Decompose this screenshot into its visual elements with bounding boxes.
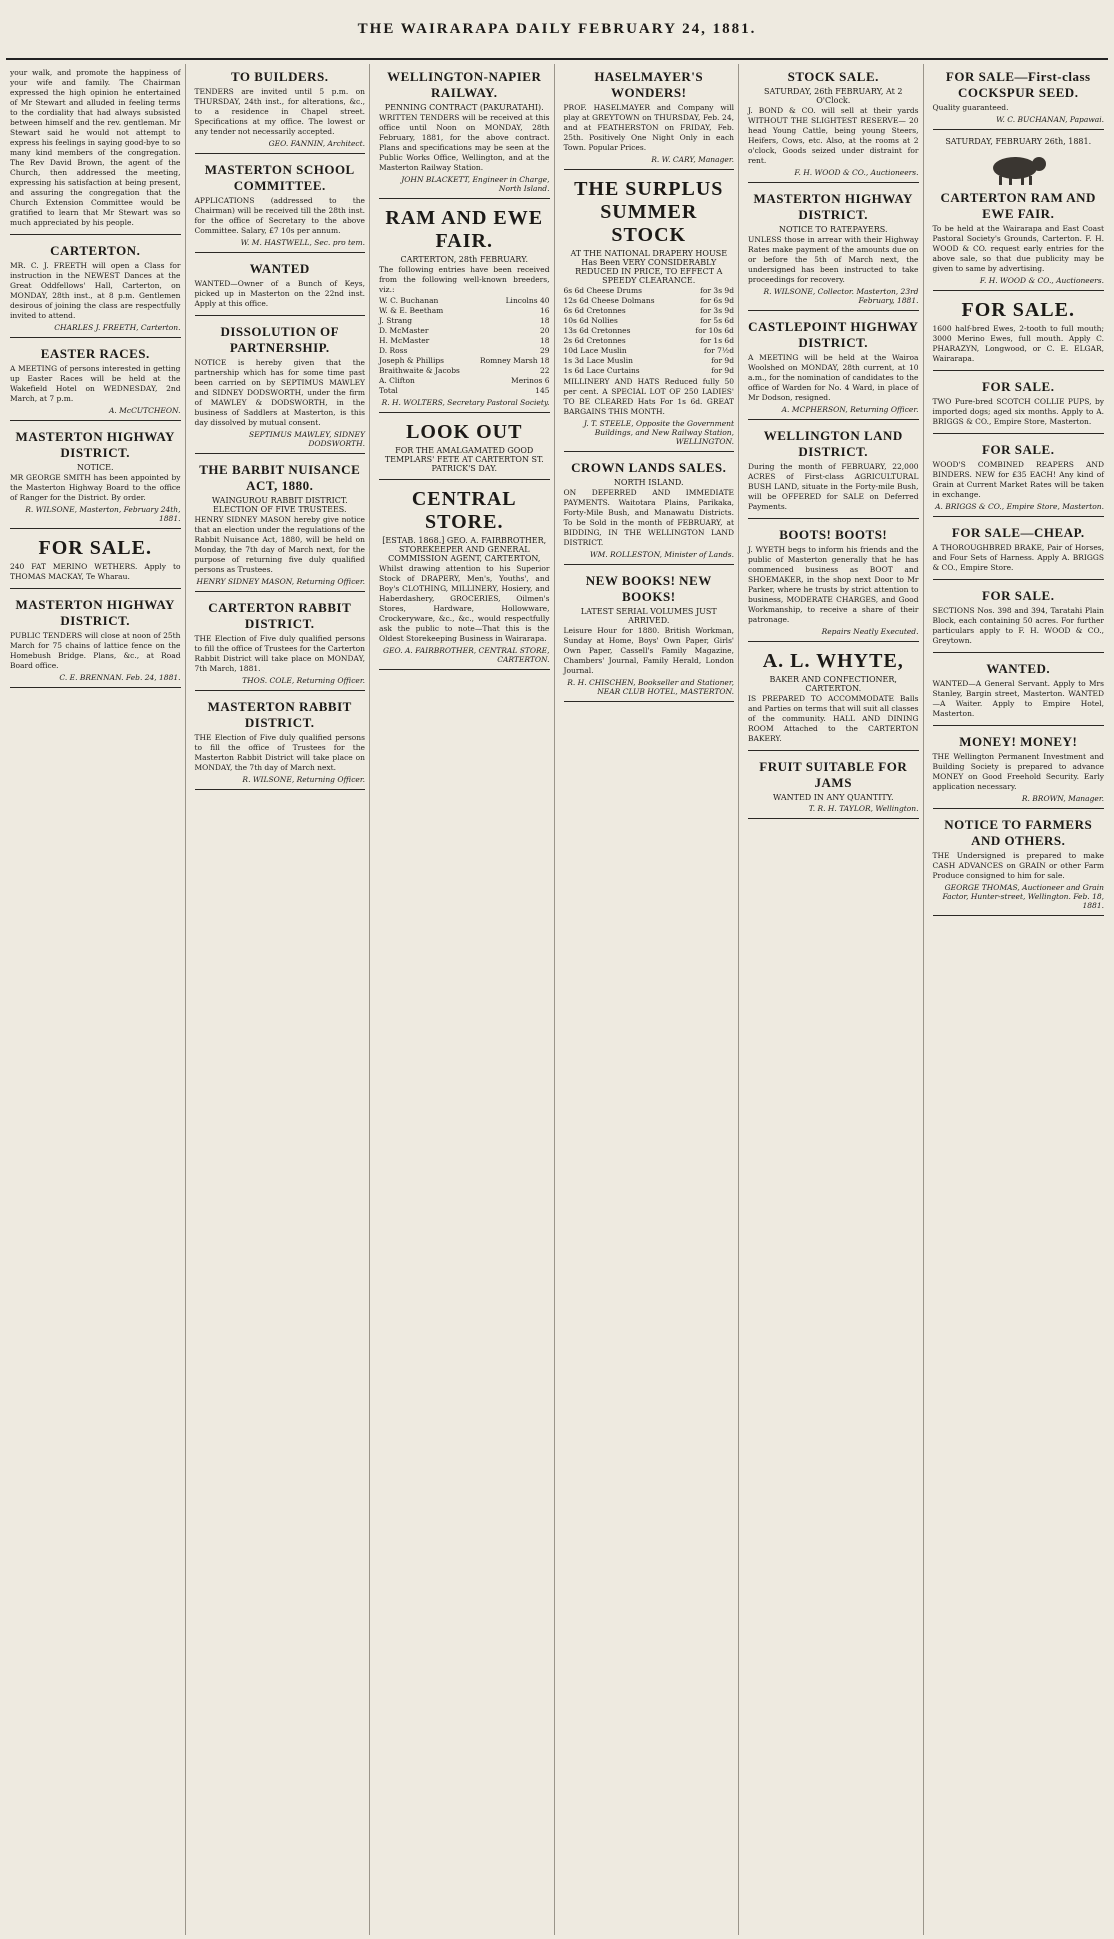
ad-body: THE Wellington Permanent Investment and Building Society is prepared to advance MONEY on Good Freehold Security. Early application necessary. bbox=[932, 752, 1104, 791]
collie-sale-ad bbox=[933, 374, 1105, 434]
item-value: for 6s 9d bbox=[700, 296, 734, 305]
ad-body: THE Election of Five duly qualified persons to fill the office of Trustees for the Carterton Rabbit District will take place on MONDAY, 7th March, 1881. bbox=[194, 634, 365, 673]
ram-fair-ad bbox=[933, 133, 1105, 291]
baker-ad bbox=[748, 645, 919, 751]
ad-body: TWO Pure-bred SCOTCH COLLIE PUPS, by imported dogs; aged six months. Apply to A. BRIGGS & CO., Empire Store, Masterton. bbox=[932, 397, 1104, 426]
ad-heading: MASTERTON SCHOOL COMMITTEE. bbox=[204, 162, 355, 193]
list-item bbox=[564, 356, 735, 366]
list-item bbox=[379, 356, 550, 366]
school-committee-ad bbox=[195, 157, 366, 253]
ad-heading: TO BUILDERS. bbox=[230, 69, 329, 84]
haselmayer-ad bbox=[564, 64, 735, 170]
item-name: A. Clifton bbox=[379, 376, 415, 385]
ad-body: ON DEFERRED AND IMMEDIATE PAYMENTS. Waitotara Plains, Parikaka, Forty-Mile Bush, and Manawatu Districts. To be Sold in the month of FEBRUARY, at BIDDING, IN THE WELLINGTON LAND DISTRICT. bbox=[563, 488, 734, 547]
reapers-sale-ad bbox=[933, 437, 1105, 517]
ad-body: IS PREPARED TO ACCOMMODATE Balls and Parties on terms that will suit all classes of the community. HALL AND DINING ROOM Attached to the CARTERTON BAKERY. bbox=[748, 694, 919, 743]
ad-subheading: SATURDAY, FEBRUARY 26th, 1881. bbox=[945, 137, 1092, 146]
ad-heading: RAM AND EWE FAIR. bbox=[385, 207, 544, 252]
list-item bbox=[564, 296, 735, 306]
item-value: Merinos 6 bbox=[511, 376, 550, 385]
crown-lands-ad bbox=[564, 455, 735, 565]
item-value: for 9d bbox=[711, 356, 734, 365]
columns bbox=[6, 60, 1108, 1935]
ad-signature: GEO. FANNIN, Architect. bbox=[268, 139, 365, 148]
ad-body: WANTED—A General Servant. Apply to Mrs Stanley, Bargin street, Masterton. WANTED—A Waiter. Apply to Empire Hotel, Masterton. bbox=[932, 679, 1104, 718]
list-item bbox=[379, 386, 550, 396]
ad-subheading: BAKER AND CONFECTIONER, CARTERTON. bbox=[769, 675, 897, 693]
item-name: D. Ross bbox=[379, 346, 408, 355]
column-1 bbox=[6, 64, 186, 1935]
column-6 bbox=[929, 64, 1109, 1935]
ad-body: WOOD'S COMBINED REAPERS AND BINDERS. NEW for £35 EACH! Any kind of Grain at Current Market Rates will be taken in exchange. bbox=[932, 460, 1104, 499]
ad-signature: THOS. COLE, Returning Officer. bbox=[242, 676, 365, 685]
ad-heading: FRUIT SUITABLE FOR JAMS bbox=[759, 759, 908, 790]
ad-heading: FOR SALE. bbox=[961, 299, 1075, 321]
ad-body: WRITTEN TENDERS will be received at this office until Noon on MONDAY, 28th February, 1881, for the above contract. Plans and specifications may be seen at the Public Works Office, Wellington, and at the Masterton Railway Station. bbox=[379, 113, 550, 172]
list-item bbox=[564, 316, 735, 326]
masthead-title: THE WAIRARAPA DAILY FEBRUARY 24, 1881. bbox=[357, 20, 757, 37]
list-item bbox=[564, 336, 735, 346]
cockspur-ad bbox=[933, 64, 1105, 130]
ad-body: Quality guaranteed. bbox=[932, 103, 1009, 112]
ad-heading: A. L. WHYTE, bbox=[762, 650, 904, 672]
ad-signature: R. BROWN, Manager. bbox=[1021, 794, 1104, 803]
ad-subheading: WANTED IN ANY QUANTITY. bbox=[773, 793, 894, 802]
new-books-ad bbox=[564, 568, 735, 702]
ad-signature: CHARLES J. FREETH, Carterton. bbox=[54, 323, 181, 332]
ewes-sale-ad bbox=[933, 294, 1105, 371]
item-name: 12s 6d Cheese Dolmans bbox=[563, 296, 655, 305]
item-value: for 1s 6d bbox=[700, 336, 734, 345]
ad-signature: R. H. WOLTERS, Secretary Pastoral Society. bbox=[381, 398, 550, 407]
item-name: W. & E. Beetham bbox=[379, 306, 444, 315]
column-4 bbox=[560, 64, 740, 1935]
ad-signature: GEO. A. FAIRBROTHER, CENTRAL STORE, CARTERTON. bbox=[383, 646, 550, 664]
item-value: 18 bbox=[539, 336, 550, 345]
ad-heading: MASTERTON HIGHWAY DISTRICT. bbox=[15, 429, 175, 460]
list-item bbox=[564, 366, 735, 376]
list-item bbox=[564, 326, 735, 336]
ad-signature: C. E. BRENNAN. Feb. 24, 1881. bbox=[59, 673, 181, 682]
item-name: J. Strang bbox=[379, 316, 413, 325]
ad-body: A THOROUGHBRED BRAKE, Pair of Horses, and Four Sets of Harness. Apply A. BRIGGS & CO., Empire Store. bbox=[932, 543, 1104, 572]
ad-signature: R. WILSONE, Returning Officer. bbox=[242, 775, 365, 784]
stock-sale-ad bbox=[748, 64, 919, 183]
ad-body: TENDERS are invited until 5 p.m. on THURSDAY, 24th inst., for alterations, &c., to a residence in Chapel street. Specifications at my office. The lowest or any tender not necessarily accepted. bbox=[194, 87, 365, 136]
ad-signature: WM. ROLLESTON, Minister of Lands. bbox=[589, 550, 734, 559]
railway-contract-ad bbox=[379, 64, 550, 199]
ad-heading: STOCK SALE. bbox=[787, 69, 879, 84]
item-name: 10s 6d Nollies bbox=[563, 316, 618, 325]
dance-class-ad bbox=[10, 238, 181, 338]
ad-subheading: NOTICE TO RATEPAYERS. bbox=[778, 225, 888, 234]
column-2 bbox=[191, 64, 371, 1935]
lost-keys-ad bbox=[195, 256, 366, 316]
ad-body: MILLINERY AND HATS Reduced fully 50 per cent. A SPECIAL LOT OF 250 LADIES' TO BE CLEARED Hats For 1s 6d. GREAT BARGAINS THIS MONTH. bbox=[563, 377, 734, 416]
boots-ad bbox=[748, 522, 919, 642]
fruit-wanted-ad bbox=[748, 754, 919, 819]
ad-body: During the month of FEBRUARY, 22,000 ACRES of First-class AGRICULTURAL BUSH LAND, situate in the Forty-mile Bush, will be OFFERED for SALE on Deferred Payments. bbox=[748, 462, 919, 511]
list-item bbox=[379, 346, 550, 356]
item-name: 6s 6d Cretonnes bbox=[563, 306, 626, 315]
column-3 bbox=[375, 64, 555, 1935]
item-value: 145 bbox=[535, 386, 550, 395]
ad-body: J. WYETH begs to inform his friends and the public of Masterton generally that he has commenced business as BOOT and SHOEMAKER, in the shop next Door to Mr Parker, where he trusts by strict attention to business, MODERATE CHARGES, and Good Workmanship, to receive a share of their patronage. bbox=[748, 545, 919, 624]
item-value: for 10s 6d bbox=[695, 326, 734, 335]
carterton-rabbit-ad bbox=[195, 595, 366, 691]
ad-body: MR GEORGE SMITH has been appointed by the Masterton Highway Board to the office of Ranger for the District. By order. bbox=[10, 473, 181, 502]
ad-signature: F. H. WOOD & CO., Auctioneers. bbox=[979, 276, 1104, 285]
list-item bbox=[379, 366, 550, 376]
land-district-ad bbox=[748, 423, 919, 519]
ad-body: 1600 half-bred Ewes, 2-tooth to full mouth; 3000 Merino Ewes, full mouth. Apply C. PHARAZYN, Longwood, or C. E. ELGAR, Wairarapa. bbox=[932, 324, 1104, 363]
ad-heading: NEW BOOKS! NEW BOOKS! bbox=[585, 573, 712, 604]
item-value: 22 bbox=[539, 366, 550, 375]
ad-subheading: NOTICE. bbox=[76, 463, 114, 472]
list-item bbox=[564, 346, 735, 356]
castlepoint-ad bbox=[748, 314, 919, 420]
news-story bbox=[10, 64, 181, 235]
list-item bbox=[379, 296, 550, 306]
ad-heading: CARTERTON RAM AND EWE FAIR. bbox=[940, 190, 1096, 221]
ad-heading: EASTER RACES. bbox=[40, 346, 150, 361]
easter-races-ad bbox=[10, 341, 181, 421]
item-value: 20 bbox=[539, 326, 550, 335]
highway-notice-ad bbox=[10, 424, 181, 529]
list-item bbox=[379, 316, 550, 326]
item-value: for 7½d bbox=[703, 346, 734, 355]
ad-body: Whilst drawing attention to his Superior Stock of DRAPERY, Men's, Youths', and Boy's CLOTHING, MILLINERY, Hosiery, and Haberdashery, GROCERIES, Oilmen's Stores, Hardware, Hollowware, Crockeryware, &c., &c., would respectfully ask the public to note—That this is the Oldest Storekeeping Business in Wairarapa. bbox=[379, 564, 550, 643]
ad-heading: MASTERTON RABBIT DISTRICT. bbox=[207, 699, 352, 730]
item-value: Lincolns 40 bbox=[505, 296, 550, 305]
item-name: W. C. Buchanan bbox=[379, 296, 439, 305]
ad-heading: FOR SALE. bbox=[38, 537, 152, 559]
story-text: your walk, and promote the happiness of your wife and family. The Chairman expressed the high opinion he entertained of Mr Stewart and alluded in feeling terms to the cordiality that had always subsisted between himself and the rev. gentleman. Mr Stewart said he would not attempt to express his feelings in saying good-bye to so many kind members of the congregation. The Rev David Brown, the agent of the Church, then addressed the meeting, expressing his satisfaction at being present, and assuring the congregation that the Church Extension Committee would be gratified to learn that Mr Stewart was so much appreciated by his people. bbox=[10, 68, 181, 227]
ad-signature: R. W. CARY, Manager. bbox=[651, 155, 734, 164]
item-name: 2s 6d Cretonnes bbox=[563, 336, 626, 345]
item-value: 29 bbox=[539, 346, 550, 355]
ad-body: HENRY SIDNEY MASON hereby give notice that an election under the regulations of the Rabbit Nuisance Act, 1880, will be held on Monday, the 7th day of March next, for the purpose of returning five duly qualified persons as Trustees. bbox=[194, 515, 365, 574]
ad-body: PROF. HASELMAYER and Company will play at GREYTOWN on THURSDAY, Feb. 24, and at FEATHERSTON on FRIDAY, Feb. 25th. Positively One Night Only in each Town. Popular Prices. bbox=[563, 103, 734, 152]
item-name: 1s 3d Lace Muslin bbox=[563, 356, 633, 365]
price-list bbox=[564, 286, 735, 376]
list-item bbox=[379, 326, 550, 336]
ad-heading: MASTERTON HIGHWAY DISTRICT. bbox=[753, 191, 913, 222]
ad-heading: BOOTS! BOOTS! bbox=[779, 527, 888, 542]
ad-subheading: PENNING CONTRACT (PAKURATAHI). bbox=[384, 103, 544, 112]
ad-subheading: FOR THE AMALGAMATED GOOD TEMPLARS' FETE AT CARTERTON ST. PATRICK'S DAY. bbox=[384, 446, 544, 473]
ad-body: THE Election of Five duly qualified persons to fill the office of Trustees for the Masterton Rabbit District will take place on MONDAY, the 7th day of March next. bbox=[194, 733, 365, 772]
ad-signature: HENRY SIDNEY MASON, Returning Officer. bbox=[196, 577, 365, 586]
ad-body: Leisure Hour for 1880. British Workman, Sunday at Home, Boys' Own Paper, Girls' Own Paper, Cassell's Family Magazine, Chambers' Journal, Family Herald, London Journal. bbox=[563, 626, 734, 675]
ad-signature: J. T. STEELE, Opposite the Government Buildings, and New Railway Station, WELLINGTON. bbox=[583, 419, 734, 446]
ad-body: 240 FAT MERINO WETHERS. Apply to THOMAS MACKAY, Te Wharau. bbox=[10, 562, 181, 581]
masthead bbox=[6, 0, 1108, 60]
ad-body: PUBLIC TENDERS will close at noon of 25th March for 75 chains of lattice fence on the Homebush Bridge. Plans, &c., at Road Board office. bbox=[10, 631, 181, 670]
ad-heading: LOOK OUT bbox=[406, 421, 523, 443]
ad-subheading: CARTERTON, 28th FEBRUARY. bbox=[400, 255, 529, 264]
builders-tender-ad bbox=[195, 64, 366, 154]
ad-heading: CARTERTON. bbox=[50, 243, 141, 258]
ad-heading: THE SURPLUS SUMMER STOCK bbox=[574, 178, 724, 246]
item-value: for 3s 9d bbox=[700, 306, 734, 315]
ad-heading: DISSOLUTION OF PARTNERSHIP. bbox=[220, 324, 340, 355]
rabbit-election-ad bbox=[195, 457, 366, 592]
ad-body: APPLICATIONS (addressed to the Chairman) will be received till the 28th inst. for the office of Secretary to the above Committee. Salary, £7 10s per annum. bbox=[194, 196, 365, 235]
ad-heading: WELLINGTON-NAPIER RAILWAY. bbox=[387, 69, 542, 100]
wethers-sale-ad bbox=[10, 532, 181, 589]
ad-signature: SEPTIMUS MAWLEY, SIDNEY DODSWORTH. bbox=[249, 430, 365, 448]
entries-list bbox=[379, 296, 550, 396]
ad-signature: A. MCPHERSON, Returning Officer. bbox=[781, 405, 919, 414]
ram-ewe-fair-ad bbox=[379, 202, 550, 413]
ad-heading: WELLINGTON LAND DISTRICT. bbox=[763, 428, 903, 459]
ad-signature: W. C. BUCHANAN, Papawai. bbox=[996, 115, 1104, 124]
item-name: 1s 6d Lace Curtains bbox=[563, 366, 640, 375]
item-value: for 9d bbox=[711, 366, 734, 375]
ad-heading: WANTED. bbox=[986, 661, 1051, 676]
ad-heading: CENTRAL STORE. bbox=[411, 488, 517, 533]
ad-body: THE Undersigned is prepared to make CASH ADVANCES on GRAIN or other Farm Produce consigned to him for sale. bbox=[932, 851, 1104, 880]
item-value: for 5s 6d bbox=[700, 316, 734, 325]
ad-body: MR. C. J. FREETH will open a Class for instruction in the NEWEST Dances at the Great Oddfellows' Hall, Carterton, on MONDAY, 28th inst., at 8 p.m. Gentlemen desirous of joining the class are respectfully invited to attend. bbox=[10, 261, 181, 320]
ad-subheading: WAINGUROU RABBIT DISTRICT. ELECTION OF FIVE TRUSTEES. bbox=[211, 496, 348, 514]
ad-body: To be held at the Wairarapa and East Coast Pastoral Society's Grounds, Carterton. F. H. WOOD & CO. request early entries for the above sale, so that due publicity may be given to same by advertising. bbox=[932, 224, 1104, 273]
ad-heading: FOR SALE. bbox=[982, 588, 1055, 603]
ad-signature: R. WILSONE, Masterton, February 24th, 1881. bbox=[25, 505, 181, 523]
item-name: Braithwaite & Jacobs bbox=[379, 366, 460, 375]
item-name: 6s 6d Cheese Drums bbox=[563, 286, 642, 295]
ad-body: The following entries have been received from the following well-known breeders, viz.: bbox=[379, 265, 550, 294]
ad-heading: FOR SALE. bbox=[982, 379, 1055, 394]
item-value: 16 bbox=[539, 306, 550, 315]
ad-signature: A. McCUTCHEON. bbox=[109, 406, 181, 415]
ad-heading: WANTED bbox=[249, 261, 310, 276]
dissolution-ad bbox=[195, 319, 366, 454]
ad-heading: MASTERTON HIGHWAY DISTRICT. bbox=[15, 597, 175, 628]
ad-signature: T. R. H. TAYLOR, Wellington. bbox=[808, 804, 919, 813]
wanted-ad bbox=[933, 656, 1105, 726]
ad-body: J. BOND & CO. will sell at their yards WITHOUT THE SLIGHTEST RESERVE— 20 head Young Cattle, being young Steers, Heifers, Cows, etc. Also, at the rooms at 2 o'clock, Goods seized under distraint for rent. bbox=[748, 106, 919, 165]
ad-signature: F. H. WOOD & CO., Auctioneers. bbox=[794, 168, 919, 177]
central-store-ad bbox=[379, 483, 550, 670]
ad-signature: A. BRIGGS & CO., Empire Store, Masterton. bbox=[935, 502, 1104, 511]
ad-signature: W. M. HASTWELL, Sec. pro tem. bbox=[240, 238, 365, 247]
ad-heading: CROWN LANDS SALES. bbox=[571, 460, 727, 475]
ad-subheading: SATURDAY, 26th FEBRUARY, At 2 O'Clock. bbox=[764, 87, 903, 105]
ad-subheading: LATEST SERIAL VOLUMES JUST ARRIVED. bbox=[580, 607, 717, 625]
item-value: for 3s 9d bbox=[700, 286, 734, 295]
ad-signature: R. WILSONE, Collector. Masterton, 23rd February, 1881. bbox=[763, 287, 919, 305]
ad-signature: Repairs Neatly Executed. bbox=[821, 627, 919, 636]
item-value: 18 bbox=[539, 316, 550, 325]
ad-subheading: AT THE NATIONAL DRAPERY HOUSE Has Been VERY CONSIDERABLY REDUCED IN PRICE, TO EFFECT A SPEEDY CLEARANCE. bbox=[570, 249, 728, 285]
item-name: Joseph & Phillips bbox=[379, 356, 445, 365]
list-item bbox=[379, 376, 550, 386]
ad-signature: R. H. CHISCHEN, Bookseller and Stationer, NEAR CLUB HOTEL, MASTERTON. bbox=[567, 678, 734, 696]
list-item bbox=[564, 286, 735, 296]
ad-heading: THE BARBIT NUISANCE ACT, 1880. bbox=[199, 462, 361, 493]
ad-body: WANTED—Owner of a Bunch of Keys, picked up in Masterton on the 22nd inst. Apply at this office. bbox=[194, 279, 365, 308]
ad-heading: MONEY! MONEY! bbox=[959, 734, 1078, 749]
masterton-rabbit-ad bbox=[195, 694, 366, 790]
ad-signature: GEORGE THOMAS, Auctioneer and Grain Factor, Hunter-street, Wellington. Feb. 18, 1881. bbox=[942, 883, 1104, 910]
item-name: 13s 6d Cretonnes bbox=[563, 326, 631, 335]
item-value: Romney Marsh 18 bbox=[479, 356, 550, 365]
fence-tender-ad bbox=[10, 592, 181, 688]
list-item bbox=[564, 306, 735, 316]
brake-sale-ad bbox=[933, 520, 1105, 580]
ratepayers-notice-ad bbox=[748, 186, 919, 311]
ad-body: NOTICE is hereby given that the partnership which has for some time past been carried on by SEPTIMUS MAWLEY and SIDNEY DODSWORTH, under the firm of MAWLEY & DODSWORTH, in the business of Saddlers at Masterton, is this day dissolved by mutual consent. bbox=[194, 358, 365, 427]
list-item bbox=[379, 336, 550, 346]
ad-signature: JOHN BLACKETT, Engineer in Charge, North Island. bbox=[401, 175, 550, 193]
ad-heading: CASTLEPOINT HIGHWAY DISTRICT. bbox=[748, 319, 919, 350]
ram-engraving-icon bbox=[983, 150, 1053, 186]
item-name: H. McMaster bbox=[379, 336, 430, 345]
ad-heading: FOR SALE—First-class COCKSPUR SEED. bbox=[945, 69, 1091, 100]
column-5 bbox=[744, 64, 924, 1935]
list-item bbox=[379, 306, 550, 316]
farmers-notice-ad bbox=[933, 812, 1105, 916]
ad-heading: CARTERTON RABBIT DISTRICT. bbox=[208, 600, 352, 631]
ad-subheading: NORTH ISLAND. bbox=[613, 478, 684, 487]
ad-heading: HASELMAYER'S WONDERS! bbox=[594, 69, 704, 100]
ad-heading: FOR SALE—CHEAP. bbox=[951, 525, 1085, 540]
surplus-stock-ad bbox=[564, 173, 735, 452]
ad-body: UNLESS those in arrear with their Highway Rates make payment of the amounts due on or before the 5th of March next, the undersigned has been instructed to take proceedings for recovery. bbox=[748, 235, 919, 284]
item-name: Total bbox=[379, 386, 398, 395]
ad-body: SECTIONS Nos. 398 and 394, Taratahi Plain Block, each containing 50 acres. For further particulars apply to F. H. WOOD & CO., Greytown. bbox=[932, 606, 1104, 645]
ad-body: A MEETING will be held at the Wairoa Woolshed on MONDAY, 28th current, at 10 a.m., for the nomination of candidates to the office of Warden for No. 4 Ward, in place of Mr Dodson, resigned. bbox=[748, 353, 919, 402]
ad-heading: NOTICE TO FARMERS AND OTHERS. bbox=[944, 817, 1093, 848]
ad-subheading: [ESTAB. 1868.] GEO. A. FAIRBROTHER, STOREKEEPER AND GENERAL COMMISSION AGENT, CARTERTON, bbox=[382, 536, 547, 563]
ad-body: A MEETING of persons interested in getting up Easter Races will be held at the Wakefield Hotel on WEDNESDAY, 2nd March, at 7 p.m. bbox=[10, 364, 181, 403]
item-name: 10d Lace Muslin bbox=[563, 346, 627, 355]
item-name: D. McMaster bbox=[379, 326, 429, 335]
sections-sale-ad bbox=[933, 583, 1105, 653]
lookout-ad bbox=[379, 416, 550, 480]
money-ad bbox=[933, 729, 1105, 809]
ad-heading: FOR SALE. bbox=[982, 442, 1055, 457]
